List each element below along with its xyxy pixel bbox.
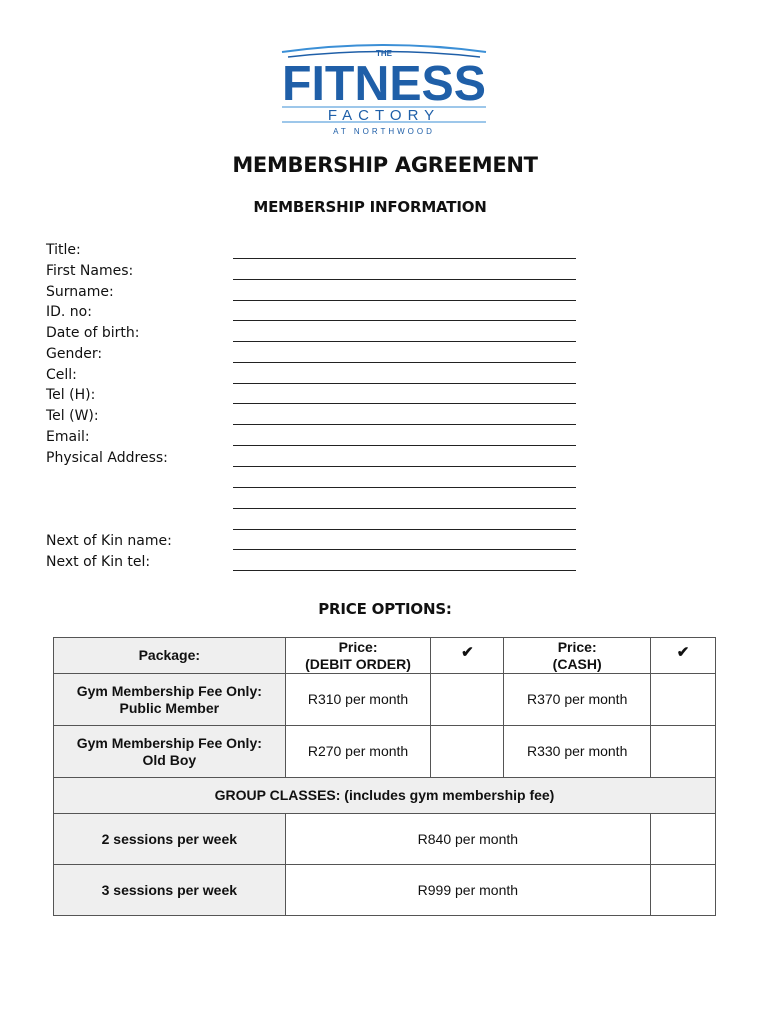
document-title: MEMBERSHIP AGREEMENT bbox=[232, 153, 538, 177]
group-classes-heading: GROUP CLASSES: (includes gym membership fee) bbox=[54, 778, 716, 814]
cash-price-cell: R370 per month bbox=[504, 674, 651, 726]
field-label: Date of birth: bbox=[46, 325, 140, 341]
group-price-cell: R840 per month bbox=[285, 814, 650, 865]
address-line-3[interactable] bbox=[233, 508, 576, 509]
header-debit-line1: Price: bbox=[338, 638, 378, 655]
package-cell bbox=[54, 726, 286, 778]
check-mark-icon: ✔ bbox=[431, 638, 504, 674]
header-cash-line1: Price: bbox=[557, 638, 597, 655]
package-line1: Gym Membership Fee Only: bbox=[76, 682, 262, 699]
check-mark-icon: ✔ bbox=[651, 638, 716, 674]
header-cash-line2: (CASH) bbox=[552, 655, 602, 672]
package-line2: Old Boy bbox=[142, 751, 197, 768]
fitness-factory-logo bbox=[278, 40, 490, 138]
field-line[interactable] bbox=[233, 466, 576, 467]
header-package: Package: bbox=[54, 638, 286, 674]
form-field-first-names[interactable] bbox=[46, 262, 606, 282]
section-heading-price-options: PRICE OPTIONS: bbox=[318, 600, 452, 618]
table-row bbox=[54, 814, 716, 865]
table-row bbox=[54, 674, 716, 726]
field-line[interactable] bbox=[233, 445, 576, 446]
price-table bbox=[53, 637, 716, 916]
svg-text:THE: THE bbox=[376, 49, 392, 58]
form-field-email[interactable] bbox=[46, 428, 606, 448]
header-cash bbox=[504, 638, 651, 674]
field-line[interactable] bbox=[233, 279, 576, 280]
group-price-cell: R999 per month bbox=[285, 865, 650, 916]
field-label: ID. no: bbox=[46, 304, 92, 320]
field-line[interactable] bbox=[233, 424, 576, 425]
form-field-tel-home[interactable] bbox=[46, 386, 606, 406]
field-label: Email: bbox=[46, 429, 90, 445]
field-line[interactable] bbox=[233, 383, 576, 384]
field-label: Tel (H): bbox=[46, 387, 96, 403]
package-cell bbox=[54, 674, 286, 726]
field-line[interactable] bbox=[233, 403, 576, 404]
form-field-next-of-kin-name[interactable] bbox=[46, 532, 606, 552]
form-field-id-no[interactable] bbox=[46, 303, 606, 323]
field-line[interactable] bbox=[233, 300, 576, 301]
field-line[interactable] bbox=[233, 320, 576, 321]
form-field-date-of-birth[interactable] bbox=[46, 324, 606, 344]
field-line[interactable] bbox=[233, 258, 576, 259]
field-label: Tel (W): bbox=[46, 408, 99, 424]
field-label: Next of Kin name: bbox=[46, 533, 172, 549]
address-line-2[interactable] bbox=[233, 487, 576, 488]
form-field-cell[interactable] bbox=[46, 366, 606, 386]
group-classes-row bbox=[54, 778, 716, 814]
header-debit-line2: (DEBIT ORDER) bbox=[305, 655, 411, 672]
cash-checkbox[interactable] bbox=[651, 674, 716, 726]
field-line[interactable] bbox=[233, 362, 576, 363]
form-field-next-of-kin-tel[interactable] bbox=[46, 553, 606, 573]
field-label: Surname: bbox=[46, 284, 114, 300]
form-field-title[interactable] bbox=[46, 241, 606, 261]
table-header-row bbox=[54, 638, 716, 674]
package-cell: 2 sessions per week bbox=[54, 814, 286, 865]
debit-price-cell: R270 per month bbox=[285, 726, 431, 778]
form-field-surname[interactable] bbox=[46, 283, 606, 303]
svg-text:AT NORTHWOOD: AT NORTHWOOD bbox=[333, 127, 435, 136]
package-line1: Gym Membership Fee Only: bbox=[76, 734, 262, 751]
address-line-4[interactable] bbox=[233, 529, 576, 530]
cash-price-cell: R330 per month bbox=[504, 726, 651, 778]
table-row bbox=[54, 726, 716, 778]
package-line2: Public Member bbox=[119, 699, 220, 716]
debit-checkbox[interactable] bbox=[431, 674, 504, 726]
section-heading-membership-info: MEMBERSHIP INFORMATION bbox=[253, 198, 487, 216]
package-cell: 3 sessions per week bbox=[54, 865, 286, 916]
cash-checkbox[interactable] bbox=[651, 726, 716, 778]
form-field-physical-address[interactable] bbox=[46, 449, 606, 469]
field-label: Gender: bbox=[46, 346, 103, 362]
group-checkbox[interactable] bbox=[651, 865, 716, 916]
svg-text:FACTORY: FACTORY bbox=[327, 107, 441, 124]
field-line[interactable] bbox=[233, 549, 576, 550]
field-label: First Names: bbox=[46, 263, 134, 279]
field-label: Next of Kin tel: bbox=[46, 554, 151, 570]
field-line[interactable] bbox=[233, 570, 576, 571]
field-label: Physical Address: bbox=[46, 450, 168, 466]
group-checkbox[interactable] bbox=[651, 814, 716, 865]
header-debit-order bbox=[285, 638, 431, 674]
form-field-tel-work[interactable] bbox=[46, 407, 606, 427]
table-row bbox=[54, 865, 716, 916]
form-field-gender[interactable] bbox=[46, 345, 606, 365]
debit-price-cell: R310 per month bbox=[285, 674, 431, 726]
field-label: Title: bbox=[46, 242, 81, 258]
field-label: Cell: bbox=[46, 367, 77, 383]
svg-text:FITNESS: FITNESS bbox=[282, 57, 486, 111]
debit-checkbox[interactable] bbox=[431, 726, 504, 778]
field-line[interactable] bbox=[233, 341, 576, 342]
